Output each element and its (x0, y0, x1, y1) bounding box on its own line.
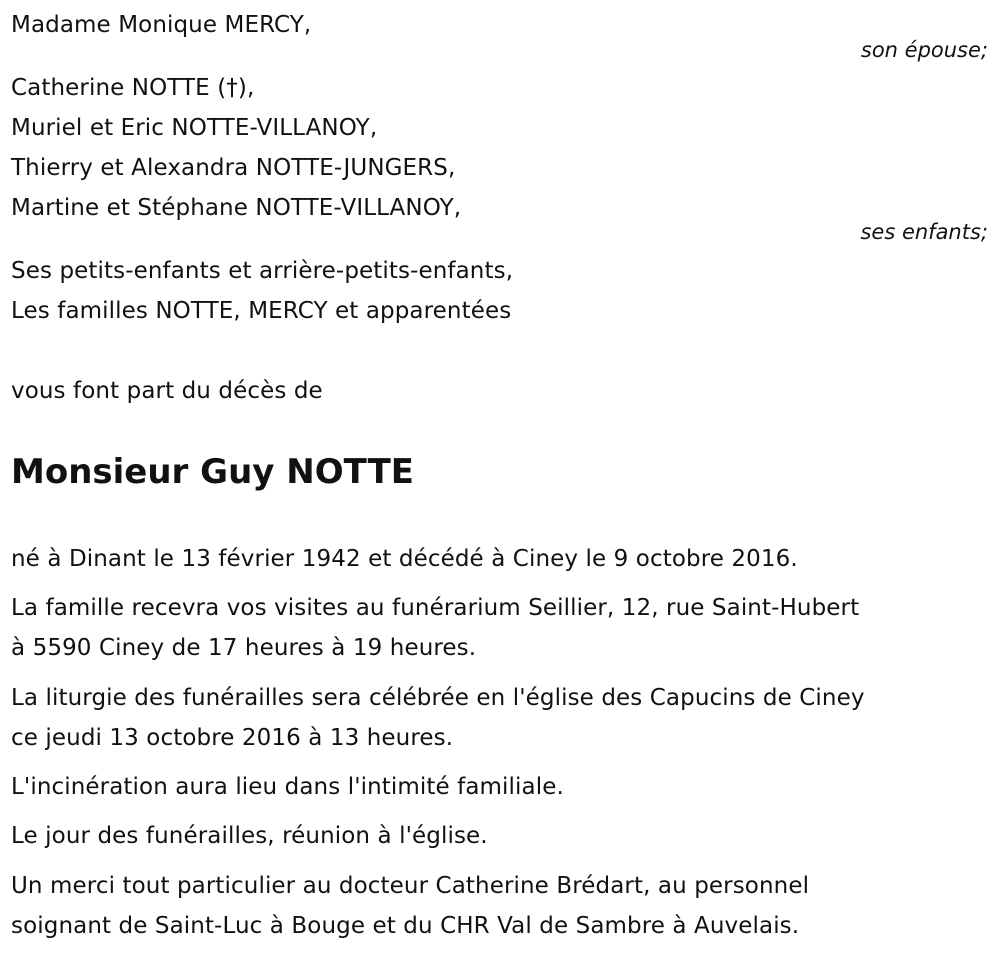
spouse-role: son épouse; (860, 38, 988, 62)
detail-line: à 5590 Ciney de 17 heures à 19 heures. (11, 635, 477, 661)
detail-line: soignant de Saint-Luc à Bouge et du CHR Val de Sambre à Auvelais. (11, 913, 800, 939)
detail-line: La famille recevra vos visites au funérarium Seillier, 12, rue Saint-Hubert (11, 595, 860, 621)
spouse-name: Madame Monique MERCY, (11, 12, 312, 38)
detail-line: L'incinération aura lieu dans l'intimité familiale. (11, 774, 564, 800)
detail-line: Un merci tout particulier au docteur Catherine Brédart, au personnel (11, 873, 810, 899)
deceased-name: Monsieur Guy NOTTE (11, 452, 415, 492)
families-line: Les familles NOTTE, MERCY et apparentées (11, 298, 512, 324)
children-role: ses enfants; (860, 220, 988, 244)
detail-line: Le jour des funérailles, réunion à l'église. (11, 823, 488, 849)
child-line: Martine et Stéphane NOTTE-VILLANOY, (11, 195, 462, 221)
detail-line: né à Dinant le 13 février 1942 et décédé à Ciney le 9 octobre 2016. (11, 546, 798, 572)
child-line: Muriel et Eric NOTTE-VILLANOY, (11, 115, 378, 141)
child-line: Thierry et Alexandra NOTTE-JUNGERS, (11, 155, 456, 181)
detail-line: La liturgie des funérailles sera célébrée en l'église des Capucins de Ciney (11, 685, 865, 711)
grandchildren-line: Ses petits-enfants et arrière-petits-enfants, (11, 258, 514, 284)
detail-line: ce jeudi 13 octobre 2016 à 13 heures. (11, 725, 454, 751)
child-line: Catherine NOTTE (†), (11, 75, 255, 101)
announcement-text: vous font part du décès de (11, 378, 323, 404)
